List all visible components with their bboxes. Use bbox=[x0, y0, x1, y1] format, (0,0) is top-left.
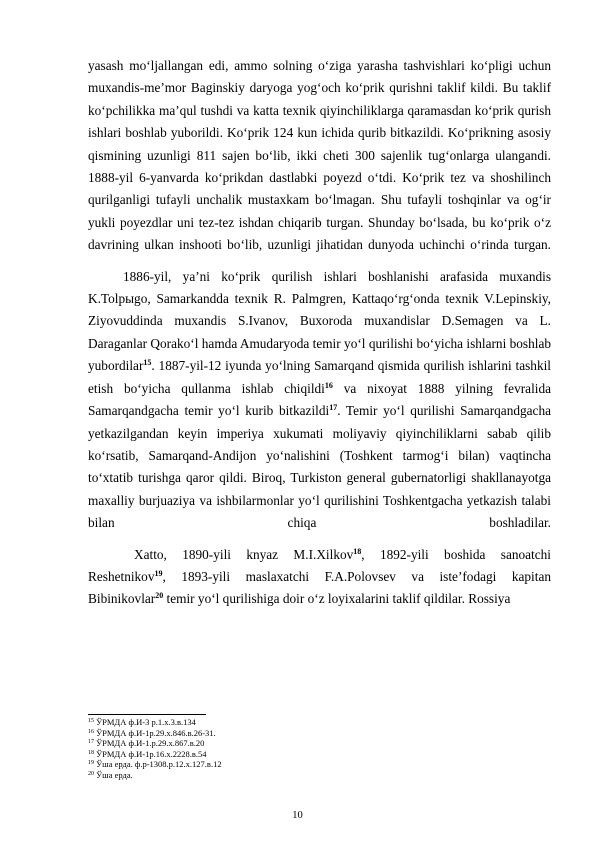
paragraph-2-part-2: . 1887-yil-12 iyunda yo‘lning Samarqand qismida qurilish ishlarini tashkil etish bo‘yicha qullanma ishlab chiqildi bbox=[88, 358, 551, 396]
footnote-separator bbox=[88, 714, 206, 715]
paragraph-2-part-1: 1886-yil, ya’ni ko‘prik qurilish ishlari boshlanishi arafasida muxandis K.Tolpыgo, Samarkandda texnik R. Palmgren, Kattaqo‘rg‘onda texnik V.Lepinskiy, Ziyovuddinda muxandis S.Ivanov, Buxoroda muxandislar D.Semagen va L. Daraganlar Qorako‘l hamda Amudaryoda temir yo‘l qurilishi bo‘yicha ishlarni boshlab yubordilar bbox=[88, 268, 551, 374]
footnotes bbox=[88, 717, 388, 781]
footnote-number: 19 bbox=[88, 760, 94, 767]
footnote-16 bbox=[88, 728, 388, 739]
paragraph-2-part-4: . Temir yo‘l qurilishi Samarqandgacha yetkazilgandan keyin imperiya xukumati moliyaviy qiyinchiliklarni sabab qilib ko‘rsatib, Samarqand-Andijon yo‘nalishini (Toshkent tarmog‘i bilan) vaqtincha to‘xtatib turishga qaror qildi. Biroq, Turkiston general gubernatorligi shakllanayotga maxalliy burjuaziya va ishbilarmonlar yo‘l qurilishini Toshkentgacha yetkazish talabi bilan chiqa boshladilar. bbox=[88, 403, 551, 531]
paragraph-3-part-4: temir yo‘l qurilishiga doir o‘z loyixalarini taklif qildilar. Rossiya bbox=[163, 591, 511, 607]
footnote-text: ЎРМДА ф.И-1.р.29.х.867.в.20 bbox=[94, 738, 205, 749]
paragraph-1-text: yasash mo‘ljallangan edi, ammo solning o‘ziga yarasha tashvishlari ko‘pligi uchun muxandis-me’mor Baginskiy daryoga yog‘och ko‘prik qurishni taklif kildi. Bu taklif ko‘pchilikka ma’qul tushdi va katta texnik qiyinchiliklarga qaramasdan ko‘prik qurish ishlari boshlab yuborildi. Ko‘prik 124 kun ichida qurib bitkazildi. Ko‘prikning asosiy qismining uzunligi 811 sajen bo‘lib, ikki cheti 300 sajenlik tug‘onlarga ulangandi. 1888-yil 6-yanvarda ko‘prikdan dastlabki poyezd o‘tdi. Ko‘prik tez va shoshilinch qurilganligi tufayli unchalik mustaxkam bo‘lmagan. Shu tufayli toshqinlar va og‘ir yukli poyezdlar uni tez-tez ishdan chiqarib turgan. Shunday bo‘lsada, bu ko‘prik o‘z davrining ulkan inshooti bo‘lib, uzunligi jihatidan dunyoda uchinchi o‘rinda turgan. bbox=[88, 58, 551, 253]
footnote-number: 16 bbox=[88, 728, 94, 735]
footnote-text: ЎРМДА ф.И-1р.16.х.2228.в.54 bbox=[94, 748, 207, 759]
footnote-text: ЎРМДА ф.И-1р.29.х.846.в.26-31. bbox=[94, 727, 216, 738]
paragraph-3-part-3: , 1893-yili maslaxatchi F.A.Polovsev va iste’fodagi kapitan Bibinikovlar bbox=[88, 568, 551, 607]
footnote-ref-20[interactable]: 20 bbox=[155, 591, 164, 601]
paragraph-3-part-1: Xatto, 1890-yili knyaz M.I.Xilkov bbox=[134, 546, 354, 562]
footnote-number: 20 bbox=[88, 770, 94, 777]
footnote-text: ЎРМДА ф.И-3 р.1.х.3.в.134 bbox=[94, 717, 196, 727]
footnote-number: 18 bbox=[88, 749, 94, 756]
footnote-ref-17[interactable]: 17 bbox=[329, 403, 338, 413]
paragraph-3-part-2: , 1892-yili boshida sanoatchi Reshetnikov bbox=[88, 546, 551, 584]
paragraph-2-part-3: va nixoyat 1888 yilning fevralida Samarqandgacha temir yo‘l kurib bitkazildi bbox=[88, 380, 552, 419]
footnote-20 bbox=[88, 770, 388, 781]
paragraph-1 bbox=[88, 55, 551, 257]
footnote-19 bbox=[88, 759, 388, 770]
footnote-18 bbox=[88, 749, 388, 760]
footnote-ref-18[interactable]: 18 bbox=[353, 546, 362, 556]
paragraph-3 bbox=[88, 544, 551, 611]
footnote-number: 15 bbox=[88, 718, 94, 724]
footnote-number: 17 bbox=[88, 739, 94, 746]
footnote-ref-16[interactable]: 16 bbox=[324, 380, 333, 390]
paragraph-2 bbox=[88, 266, 551, 535]
footnote-15 bbox=[88, 717, 388, 728]
page-number: 10 bbox=[292, 810, 303, 821]
footnote-17 bbox=[88, 738, 388, 749]
footnote-ref-19[interactable]: 19 bbox=[154, 568, 163, 578]
document-body bbox=[88, 55, 551, 611]
footnote-text: Ўша ерда. ф.р-1308.р.12.х.127.в.12 bbox=[94, 759, 222, 770]
footnote-ref-15[interactable]: 15 bbox=[143, 358, 152, 368]
footnote-text: Ўша ерда. bbox=[94, 769, 133, 780]
